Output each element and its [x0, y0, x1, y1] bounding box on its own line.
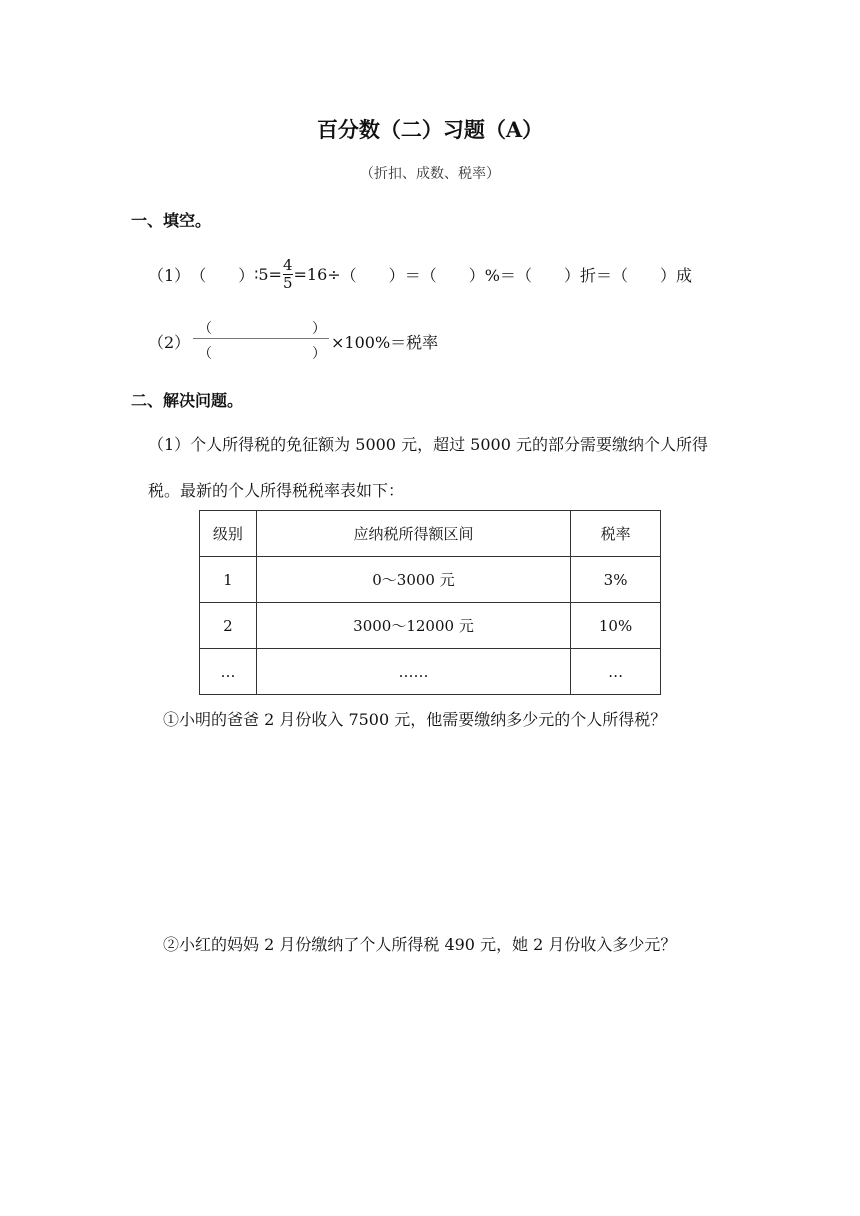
table-cell: 3000～12000 元: [256, 603, 570, 649]
percent-text: %＝: [484, 265, 516, 285]
question-1-label: （1）: [148, 265, 191, 285]
fraction-four-fifths: [283, 257, 293, 292]
denominator-right-paren: ）: [312, 346, 326, 362]
section-fill-blank-heading: 一、填空。: [131, 211, 212, 230]
sub-question-1: ①小明的爸爸 2 月份收入 7500 元，他需要缴纳多少元的个人所得税？: [163, 710, 667, 729]
fraction-numerator: 4: [282, 255, 293, 274]
header-tax-rate: 税率: [571, 511, 661, 557]
table-cell: 2: [200, 603, 257, 649]
blank-1: （ ）: [190, 265, 255, 285]
page-title: 百分数（二）习题（A）: [316, 117, 544, 142]
table-cell: 3%: [571, 557, 661, 603]
problem-1-line-2: 税。最新的个人所得税税率表如下：: [148, 481, 405, 500]
sub-question-2: ②小红的妈妈 2 月份缴纳了个人所得税 490 元，她 2 月份收入多少元？: [163, 935, 677, 954]
table-row: [200, 557, 661, 603]
fraction-denominator: 5: [282, 273, 293, 292]
question-2-label: （2）: [148, 333, 191, 352]
numerator-left-paren: （: [198, 321, 212, 337]
blank-3: （ ）: [420, 265, 485, 285]
header-taxable-income-range: 应纳税所得额区间: [256, 511, 570, 557]
tenths-text: 成: [675, 265, 692, 285]
table-cell: …: [200, 649, 257, 695]
ratio-text: ∶5=: [254, 264, 282, 284]
section-solve-heading: 二、解决问题。: [131, 391, 244, 410]
tax-rate-table: [199, 510, 661, 695]
numerator-right-paren: ）: [312, 321, 326, 337]
blank-4: （ ）: [515, 265, 580, 285]
table-row: [200, 603, 661, 649]
table-row: [200, 649, 661, 695]
fraction-bar-tax: [193, 338, 329, 339]
table-cell: …: [571, 649, 661, 695]
table-header-row: [200, 511, 661, 557]
table-cell: ……: [256, 649, 570, 695]
tax-rate-formula-tail: ×100%＝税率: [331, 333, 439, 352]
table-cell: 10%: [571, 603, 661, 649]
header-level: 级别: [200, 511, 257, 557]
table-cell: 0～3000 元: [256, 557, 570, 603]
denominator-left-paren: （: [198, 346, 212, 362]
discount-text: 折＝: [579, 265, 612, 285]
division-text: =16÷: [293, 264, 341, 284]
equals-text: ＝: [404, 265, 421, 285]
problem-1-line-1: （1）个人所得税的免征额为 5000 元，超过 5000 元的部分需要缴纳个人所得: [148, 435, 708, 454]
table-cell: 1: [200, 557, 257, 603]
page-subtitle: （折扣、成数、税率）: [360, 166, 500, 182]
blank-2: （ ）: [340, 265, 405, 285]
blank-5: （ ）: [611, 265, 676, 285]
question-1: [148, 252, 692, 296]
